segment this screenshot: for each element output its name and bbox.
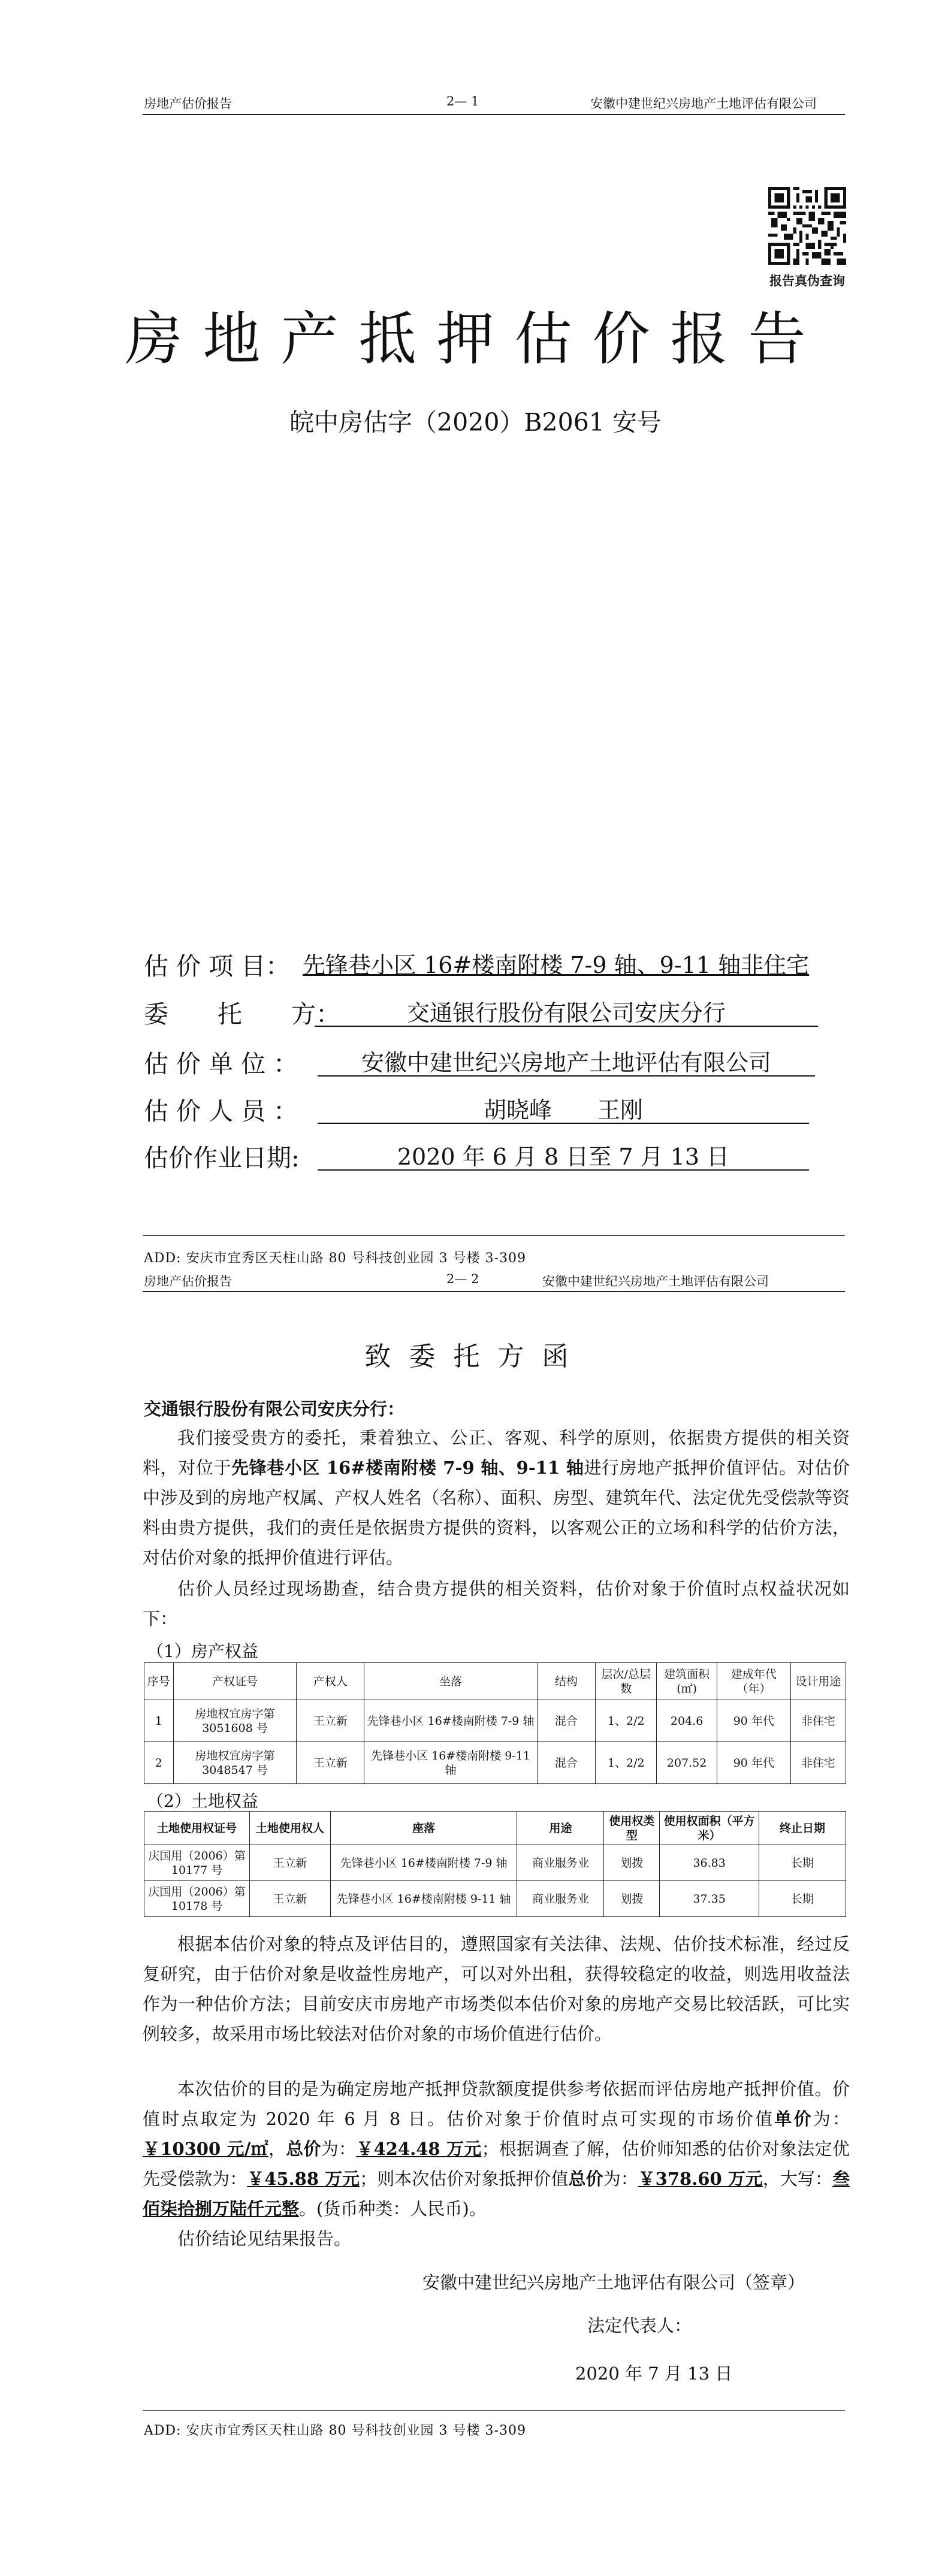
table-cell: 王立新 [250, 1881, 331, 1917]
table-row [144, 1845, 846, 1881]
table-header-cell: 产权证号 [173, 1663, 297, 1700]
table-header-cell: 用途 [517, 1812, 604, 1845]
table-cell: 商业服务业 [517, 1845, 604, 1881]
table-header-cell: 使用权类型 [604, 1812, 660, 1845]
table-cell: 2 [144, 1742, 174, 1784]
section-land-rights: （2）土地权益 [147, 1791, 258, 1811]
paragraph-text: 为： [603, 2169, 638, 2189]
field-label: 估 价 项 目： [144, 952, 291, 981]
header-page-number: 2— 1 [446, 94, 479, 108]
table-cell: 非住宅 [790, 1742, 846, 1784]
table-cell: 混合 [537, 1700, 595, 1742]
signature-date: 2020 年 7 月 13 日 [575, 2363, 733, 2384]
table-header-cell: 层次/总层数 [596, 1663, 657, 1700]
total-price-label: 总价 [286, 2139, 321, 2159]
table-cell: 先锋巷小区 16#楼南附楼 9-11 轴 [330, 1881, 517, 1917]
table-cell: 划拨 [604, 1845, 660, 1881]
paragraph-text: ，大写： [762, 2169, 832, 2189]
table-cell: 先锋巷小区 16#楼南附楼 7-9 轴 [364, 1700, 538, 1742]
table-header-cell: 建成年代（年） [717, 1663, 790, 1700]
total-price-value: ￥424.48 万元 [356, 2139, 482, 2159]
table-cell: 90 年代 [717, 1742, 790, 1784]
table-cell: 先锋巷小区 16#楼南附楼 7-9 轴 [330, 1845, 517, 1881]
report-number: 皖中房估字（2020）B2061 安号 [289, 408, 662, 437]
table-header-row [144, 1812, 846, 1845]
paragraph-text: 进行房地产抵押价值评估。对估价中涉及到的房地产权属、产权人姓名（名称）、面积、房型、建筑年代、法定优先受偿款等资料由贵方提供，我们的责任是依据贵方提供的资料，以客观公正的立场和科学的估价方法，对估价对象的抵押价值进行评估。 [143, 1458, 850, 1568]
cover-field-appraiser-unit [144, 1044, 863, 1080]
table-cell: 37.35 [660, 1881, 759, 1917]
letter-title: 致委托方函 [364, 1341, 587, 1372]
table-row [144, 1700, 846, 1742]
table-cell: 长期 [759, 1881, 846, 1917]
paragraph-text: ；则本次估价对象抵押价值 [360, 2169, 569, 2189]
header-right-text: 安徽中建世纪兴房地产土地评估有限公司 [590, 96, 817, 111]
field-value: 安徽中建世纪兴房地产土地评估有限公司 [361, 1050, 771, 1076]
table-header-cell: 产权人 [297, 1663, 364, 1700]
table-cell: 204.6 [657, 1700, 717, 1742]
mortgage-total-label: 总价 [568, 2169, 603, 2189]
table-row [144, 1881, 846, 1917]
unit-price-label: 单价 [774, 2109, 813, 2129]
field-label: 估价作业日期: [144, 1144, 300, 1172]
field-underline [318, 1123, 809, 1124]
cover-field-work-date [144, 1138, 863, 1174]
table-header-cell: 设计用途 [790, 1663, 846, 1700]
paragraph-text: 为： [813, 2109, 850, 2129]
paragraph-text: 。(货币种类：人民币)。 [299, 2199, 487, 2219]
field-label: 委 托 方： [144, 1000, 340, 1029]
table-cell: 长期 [759, 1845, 846, 1881]
table-header-cell: 座落 [330, 1812, 517, 1845]
paragraph-text: 我们接受贵方的委托，秉着独立、公正、客观、科学的原则，依据贵方提供的相关资料，对位于 [143, 1428, 850, 1478]
table-header-cell: 坐落 [364, 1663, 538, 1700]
table-header-cell: 使用权面积（平方米） [660, 1812, 759, 1845]
table-cell: 划拨 [604, 1881, 660, 1917]
table-cell: 混合 [537, 1742, 595, 1784]
signature-legal-rep: 法定代表人： [587, 2315, 692, 2336]
letter-paragraph-1 [143, 1423, 850, 1573]
cover-field-appraisers [144, 1092, 863, 1127]
letter-paragraph-5: 估价结论见结果报告。 [177, 2229, 352, 2249]
report-title: 房地产抵押估价报告 [125, 306, 826, 373]
table-cell: 36.83 [660, 1845, 759, 1881]
letter-paragraph-3: 根据本估价对象的特点及评估目的，遵照国家有关法律、法规、估价技术标准，经过反复研究，由于估价对象是收益性房地产，可以对外出租，获得较稳定的收益，则选用收益法作为一种估价方法；目前安庆市房地产市场类似本估价对象的房地产交易比较活跃，可比实例较多，故采用市场比较法对估价对象的市场价值进行估价。 [143, 1934, 850, 2044]
table-row [144, 1742, 846, 1784]
header-right-text: 安徽中建世纪兴房地产土地评估有限公司 [542, 1274, 769, 1289]
cover-field-project [144, 947, 863, 982]
table-cell: 王立新 [297, 1700, 364, 1742]
table-cell: 先锋巷小区 16#楼南附楼 9-11 轴 [364, 1742, 538, 1784]
field-underline [318, 1075, 815, 1077]
table-cell: 房地权宜房字第 3048547 号 [173, 1742, 297, 1784]
table-cell: 1、2/2 [596, 1742, 657, 1784]
table-cell: 非住宅 [790, 1700, 846, 1742]
mortgage-value-capital: 叁佰柒拾捌万陆仟元整 [143, 2169, 850, 2219]
land-rights-table [144, 1811, 846, 1917]
field-underline [318, 1169, 809, 1171]
table-cell: 王立新 [250, 1845, 331, 1881]
table-header-cell: 土地使用权人 [250, 1812, 331, 1845]
signature-company: 安徽中建世纪兴房地产土地评估有限公司（签章） [422, 2272, 805, 2293]
header-page-number: 2— 2 [446, 1272, 479, 1286]
footer-address: ADD: 安庆市宜秀区天柱山路 80 号科技创业园 3 号楼 3-309 [144, 1251, 526, 1266]
field-label: 估 价 人 员 ： [144, 1097, 298, 1126]
table-header-row [144, 1663, 846, 1700]
header-left-text: 房地产估价报告 [144, 1274, 232, 1289]
header-left-text: 房地产估价报告 [144, 96, 232, 111]
footer-address: ADD: 安庆市宜秀区天柱山路 80 号科技创业园 3 号楼 3-309 [144, 2423, 526, 2438]
field-value: 2020 年 6 月 8 日至 7 月 13 日 [397, 1144, 730, 1170]
field-underline [315, 1026, 818, 1027]
house-rights-table [144, 1662, 846, 1784]
paragraph-text: ；根据调查了解，估价师知悉的估价对象法定优先受偿款为： [143, 2139, 850, 2189]
table-cell: 90 年代 [717, 1700, 790, 1742]
letter-paragraph-2: 估价人员经过现场勘查，结合贵方提供的相关资料，估价对象于价值时点权益状况如下： [143, 1579, 850, 1629]
cover-field-client [144, 994, 863, 1030]
table-header-cell: 序号 [144, 1663, 174, 1700]
letter-salutation: 交通银行股份有限公司安庆分行： [144, 1399, 405, 1419]
table-header-cell: 建筑面积(㎡) [657, 1663, 717, 1700]
paragraph-text: ， [268, 2139, 286, 2159]
property-location: 先锋巷小区 16#楼南附楼 7-9 轴、9-11 轴 [231, 1458, 584, 1478]
table-cell: 庆国用（2006）第 10178 号 [144, 1881, 250, 1917]
mortgage-value: ￥378.60 万元 [638, 2169, 763, 2189]
field-value: 先锋巷小区 16#楼南附楼 7-9 轴、9-11 轴非住宅 [303, 952, 810, 978]
qr-code-label: 报告真伪查询 [769, 273, 845, 288]
priority-payment-value: ￥45.88 万元 [247, 2169, 360, 2189]
field-value: 交通银行股份有限公司安庆分行 [406, 1000, 726, 1026]
table-cell: 1、2/2 [596, 1700, 657, 1742]
field-value: 胡晓峰 王刚 [483, 1097, 643, 1123]
footer-rule [143, 1235, 845, 1236]
table-header-cell: 土地使用权证号 [144, 1812, 250, 1845]
header-rule [143, 1291, 845, 1292]
paragraph-text: 本次估价的目的是为确定房地产抵押贷款额度提供参考依据而评估房地产抵押价值。价值时点取定为 2020 年 6 月 8 日。估价对象于价值时点可实现的市场价值 [143, 2079, 850, 2129]
footer-rule [143, 2410, 845, 2411]
paragraph-text: 为： [321, 2139, 357, 2159]
table-cell: 商业服务业 [517, 1881, 604, 1917]
unit-price-value: ￥10300 元/㎡ [143, 2139, 268, 2159]
qr-code-icon [768, 187, 846, 265]
table-cell: 王立新 [297, 1742, 364, 1784]
field-label: 估 价 单 位 ： [144, 1050, 298, 1078]
table-header-cell: 终止日期 [759, 1812, 846, 1845]
table-cell: 房地权宜房字第 3051608 号 [173, 1700, 297, 1742]
header-rule [143, 114, 845, 115]
table-cell: 1 [144, 1700, 174, 1742]
table-header-cell: 结构 [537, 1663, 595, 1700]
table-cell: 庆国用（2006）第 10177 号 [144, 1845, 250, 1881]
section-house-rights: （1）房产权益 [147, 1641, 258, 1661]
letter-paragraph-4 [143, 2074, 850, 2224]
table-cell: 207.52 [657, 1742, 717, 1784]
